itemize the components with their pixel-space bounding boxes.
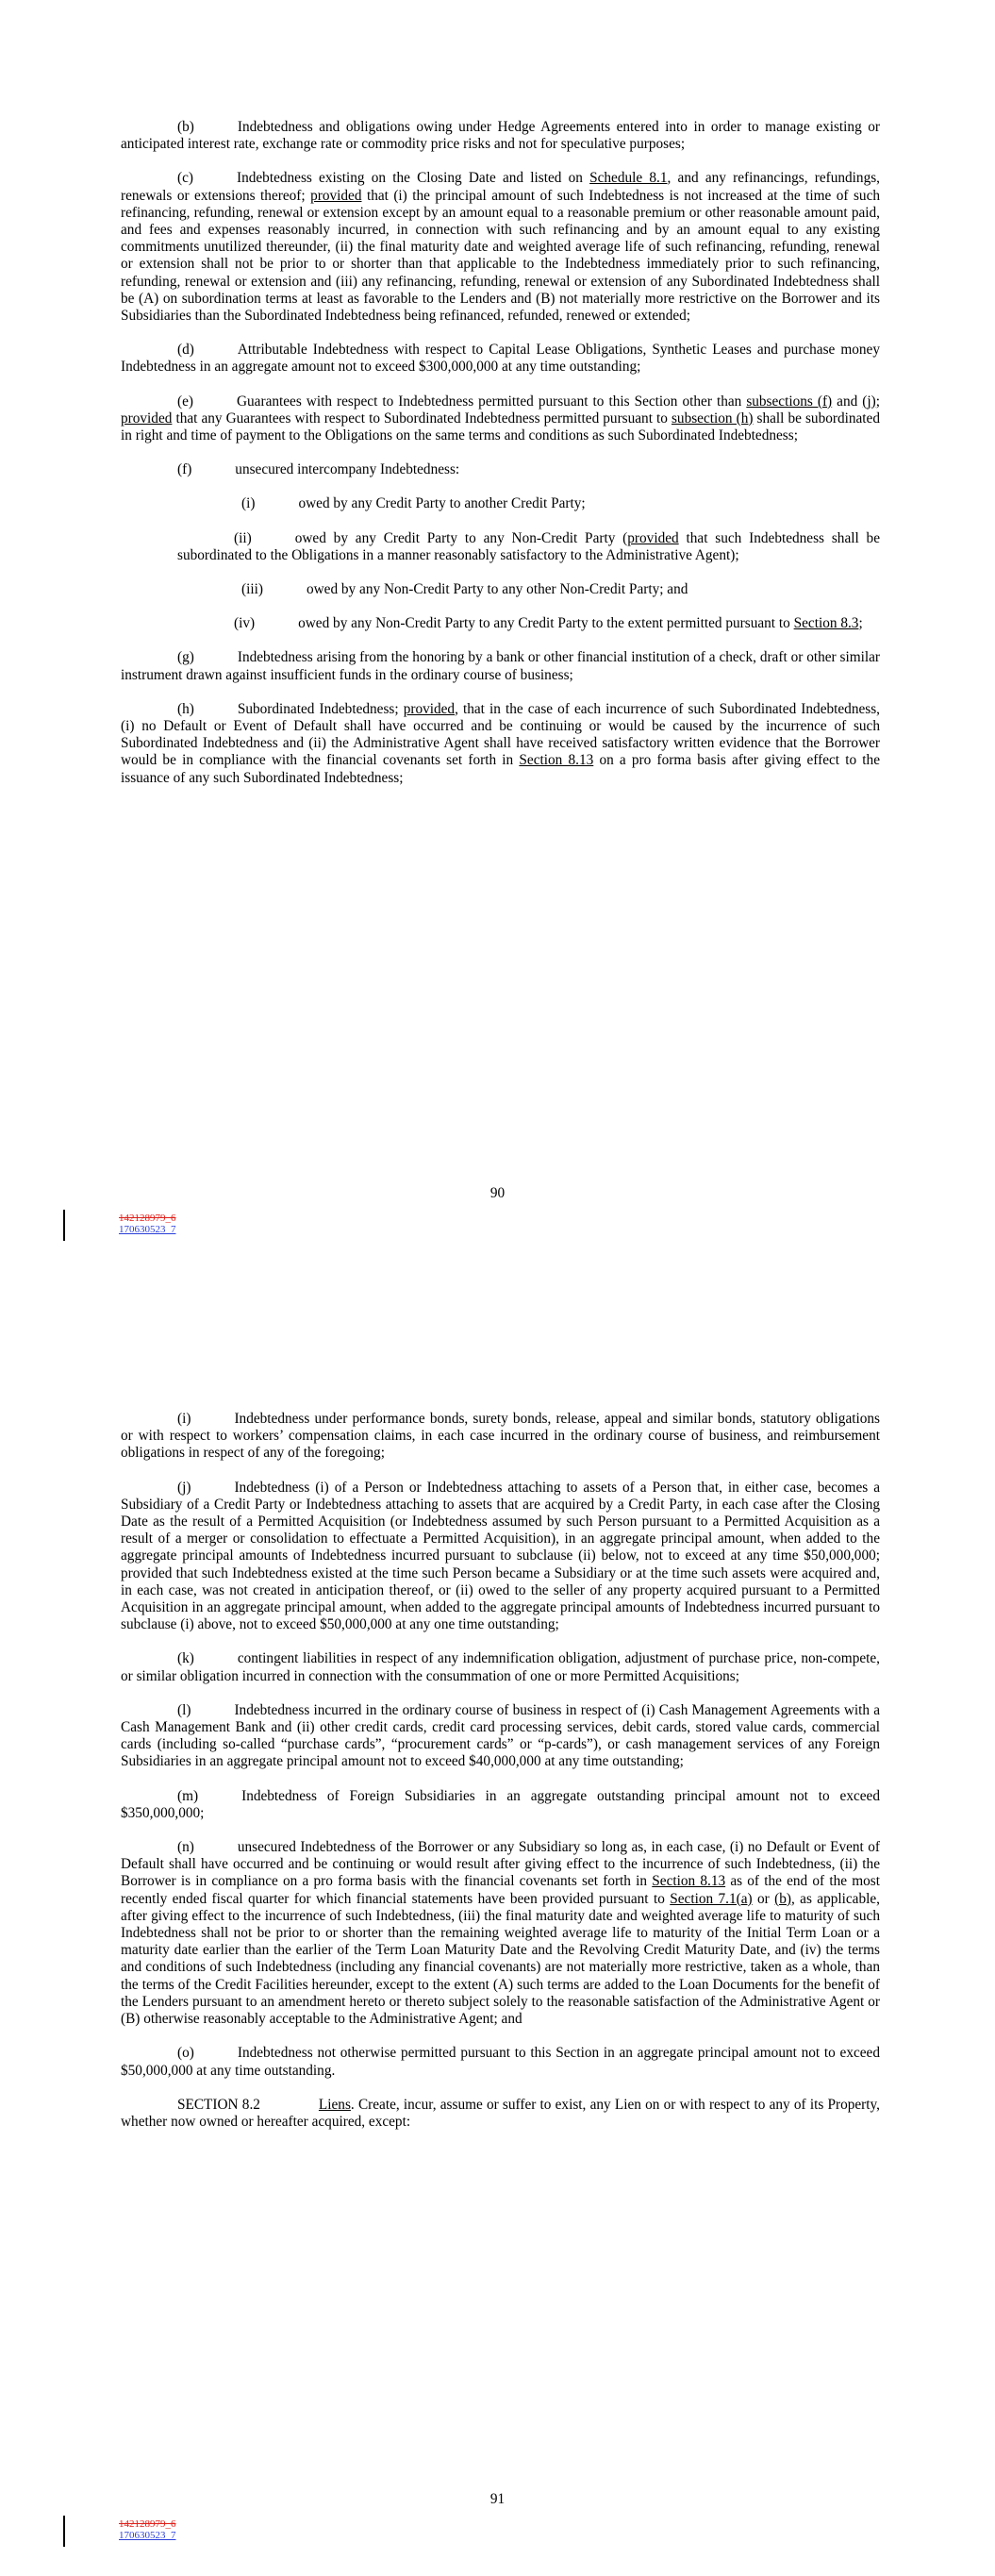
- change-bar: [63, 2516, 65, 2547]
- clause-h: (h) Subordinated Indebtedness; provided, that in the case of each incurrence of such Subordinated Indebtedness, (i) no Default or Event of Default shall have occurred and be continuing or would be caused by the incurrence of such Subordinated Indebtedness and (ii) the Administrative Agent shall have received satisfactory written evidence that the Borrower would be in compliance with the financial covenants set forth in Section 8.13 on a pro forma basis after giving effect to the issuance of any such Subordinated Indebtedness;: [121, 700, 880, 786]
- provided-term: provided: [403, 700, 456, 717]
- clause-j-text: Indebtedness (i) of a Person or Indebtedness attaching to assets of a Person that, in either case, becomes a Subsidiary of a Credit Party or Indebtedness attaching to assets that are acquired by a Credit Party, in each case after the Closing Date as the result of a Permitted Acquisition (or Indebtedness assumed by such Person pursuant to a Permitted Acquisition as a result of a merger or consolidation to effectuate a Permitted Acquisition), in an aggregate principal amount, when added to the aggregate principal amounts of Indebtedness incurred pursuant to subclause (ii) below, not to exceed at any time $50,000,000; provided that such Indebtedness existed at the time such Person became a Subsidiary or at the time such assets were acquired and, in each case, was not created in anticipation thereof, or (ii) owed to the seller of any property acquired pursuant to a Permitted Acquisition in an aggregate principal amount, when added to the aggregate principal amounts of Indebtedness incurred pursuant to subclause (i) above, not to exceed $50,000,000 at any one time outstanding;: [121, 1479, 880, 1633]
- clause-f-iv: (iv) owed by any Non-Credit Party to any Credit Party to the extent permitted pursuant to Section 8.3;: [234, 615, 863, 632]
- change-bar: [63, 1210, 65, 1241]
- clause-e-text-4: that any Guarantees with respect to Subordinated Indebtedness permitted pursuant to: [172, 410, 672, 427]
- section-7-1a-ref: Section 7.1(a): [670, 1890, 753, 1907]
- clause-i: (i) Indebtedness under performance bonds, surety bonds, release, appeal and similar bonds, statutory obligations or with respect to workers’ compensation claims, in each case incurred in the ordinary course of business, and reimbursement obligations in respect of any of the foregoing;: [121, 1411, 880, 1462]
- clause-l: (l) Indebtedness incurred in the ordinary course of business in respect of (i) Cash Management Agreements with a Cash Management Bank and (ii) other credit cards, credit card processing services, debit cards, stored value cards, commercial cards (including so-called “purchase cards”, “procurement cards” or “p-cards”), or cash management services of any Foreign Subsidiaries in an aggregate principal amount not to exceed $40,000,000 at any time outstanding;: [121, 1701, 880, 1770]
- section-8-3-ref: Section 8.3: [793, 615, 859, 632]
- page-number: 90: [489, 1185, 506, 1201]
- clause-d: (d) Attributable Indebtedness with respect to Capital Lease Obligations, Synthetic Leases and purchase money Indebtedness in an aggregate amount not to exceed $300,000,000 at any time outstanding;: [121, 342, 880, 376]
- clause-h-text-2: , that in the case of each incurrence of such Subordinated Indebtedness, (i) no Default or Event of Default shall have occurred and be continuing or would be caused by the incurrence of such Subordinated Indebtedness and (ii) the Administrative Agent shall have received satisfactory written evidence that the Borrower would be in compliance with the financial covenants set forth in: [121, 700, 880, 769]
- doc-id-deleted: 142128979_6: [119, 1213, 176, 1224]
- clause-f: (f) unsecured intercompany Indebtedness:: [177, 461, 460, 478]
- clause-f-iii: (iii) owed by any Non-Credit Party to any other Non-Credit Party; and: [241, 581, 688, 598]
- clause-f-text: unsecured intercompany Indebtedness:: [235, 461, 460, 478]
- clause-n: (n) unsecured Indebtedness of the Borrower or any Subsidiary so long as, in each case, (i) no Default or Event of Default shall have occurred and be continuing or would result after giving effect to the incurrence of such Indebtedness, (ii) the Borrower is in compliance on a pro forma basis with the financial covenants set forth in Section 8.13 as of the end of the most recently ended fiscal quarter for which financial statements have been provided pursuant to Section 7.1(a) or (b), as applicable, after giving effect to the incurrence of such Indebtedness, (iii) the final maturity date and weighted average life to maturity of such Indebtedness shall not be prior to or shorter than the remaining weighted average life to maturity of the Initial Term Loan or a maturity date earlier than the earlier of the Term Loan Maturity Date and the Revolving Credit Maturity Date, and (iv) the terms and conditions of such Indebtedness (including any financial covenants) are not materially more restrictive, taken as a whole, than the terms of the Credit Facilities hereunder, except to the extent (A) such terms are added to the Loan Documents for the benefit of the Lenders pursuant to an amendment hereto or thereto subject solely to the reasonable satisfaction of the Administrative Agent or (B) otherwise reasonably acceptable to the Administrative Agent; and: [121, 1839, 880, 2028]
- clause-e-text-2: and: [832, 393, 863, 410]
- doc-id-deleted: 142128979_6: [119, 2518, 176, 2530]
- section-7-1b-ref: (b): [774, 1890, 791, 1907]
- clause-g: (g) Indebtedness arising from the honoring by a bank or other financial institution of a check, draft or other similar instrument drawn against insufficient funds in the ordinary course of business;: [121, 649, 880, 683]
- clause-f-i-text: owed by any Credit Party to another Credit Party;: [298, 495, 586, 512]
- clause-e-text-3: ;: [875, 393, 880, 410]
- subsection-f-ref: subsections (f): [746, 393, 833, 410]
- clause-f-ii-text-2: that such Indebtedness shall be subordinated to the Obligations in a manner reasonably satisfactory to the Administrative Agent);: [177, 529, 880, 563]
- clause-l-text: Indebtedness incurred in the ordinary course of business in respect of (i) Cash Management Agreements with a Cash Management Bank and (ii) other credit cards, credit card processing services, debit cards, stored value cards, commercial cards (including so-called “purchase cards”, “procurement cards” or “p-cards”), or cash management services of any Foreign Subsidiaries in an aggregate principal amount not to exceed $40,000,000 at any time outstanding;: [121, 1701, 880, 1770]
- clause-n-text-3: or: [752, 1890, 775, 1907]
- provided-term: provided: [310, 187, 362, 204]
- doc-id-inserted: 170630523_7: [119, 2530, 176, 2541]
- clause-d-text: Attributable Indebtedness with respect to Capital Lease Obligations, Synthetic Leases and purchase money Indebtedness in an aggregate amount not to exceed $300,000,000 at any time outstanding;: [121, 342, 880, 376]
- clause-e-text-1: Guarantees with respect to Indebtedness permitted pursuant to this Section other than: [236, 393, 747, 410]
- schedule-8-1-ref: Schedule 8.1: [589, 170, 668, 187]
- clause-b-text: Indebtedness and obligations owing under Hedge Agreements entered into in order to manage existing or anticipated interest rate, exchange rate or commodity price risks and not for speculative purposes;: [121, 119, 880, 153]
- doc-id-inserted: 170630523_7: [119, 1224, 176, 1235]
- clause-h-text-3: on a pro forma basis after giving effect to the issuance of any such Subordinated Indebtedness;: [121, 752, 880, 786]
- clause-f-iv-text-2: ;: [858, 615, 863, 632]
- section-title: Liens: [318, 2096, 351, 2113]
- clause-f-iii-text: owed by any Non-Credit Party to any other Non-Credit Party; and: [306, 581, 688, 598]
- section-label: SECTION 8.2: [177, 2096, 260, 2113]
- clause-i-text: Indebtedness under performance bonds, surety bonds, release, appeal and similar bonds, statutory obligations or with respect to workers’ compensation claims, in each case incurred in the ordinary course of business, and reimbursement obligations in respect of any of the foregoing;: [121, 1411, 880, 1462]
- subsection-j-ref: (j): [862, 393, 876, 410]
- clause-k: (k) contingent liabilities in respect of any indemnification obligation, adjustment of purchase price, non-compete, or similar obligation incurred in connection with the consummation of one or more Permitted Acquisitions;: [121, 1650, 880, 1684]
- clause-j: (j) Indebtedness (i) of a Person or Indebtedness attaching to assets of a Person that, in either case, becomes a Subsidiary of a Credit Party or Indebtedness attaching to assets that are acquired by a Credit Party, in each case after the Closing Date as the result of a Permitted Acquisition (or Indebtedness assumed by such Person pursuant to a Permitted Acquisition as a result of a merger or consolidation to effectuate a Permitted Acquisition), in an aggregate principal amount, when added to the aggregate principal amounts of Indebtedness incurred pursuant to subclause (ii) below, not to exceed at any time $50,000,000; provided that such Indebtedness existed at the time such Person became a Subsidiary or at the time such assets were acquired and, in each case, was not created in anticipation thereof, or (ii) owed to the seller of any property acquired pursuant to a Permitted Acquisition in an aggregate principal amount, when added to the aggregate principal amounts of Indebtedness incurred pursuant to subclause (i) above, not to exceed $50,000,000 at any one time outstanding;: [121, 1479, 880, 1633]
- section-8-2-heading: [121, 2097, 880, 2131]
- clause-h-text-1: Subordinated Indebtedness;: [237, 700, 404, 717]
- clause-c-text-2: , and any refinancings, refundings, renewals or extensions thereof;: [121, 170, 881, 204]
- doc-id-block: [119, 2518, 176, 2541]
- clause-n-text-1: unsecured Indebtedness of the Borrower or any Subsidiary so long as, in each case, (i) no Default or Event of Default shall have occurred and be continuing or would result after giving effect to the incurrence of such Indebtedness, (ii) the Borrower is in compliance on a pro forma basis with the financial covenants set forth in: [121, 1839, 880, 1890]
- clause-e-text-5: shall be subordinated in right and time of payment to the Obligations on the same terms and conditions as such Subordinated Indebtedness;: [121, 410, 880, 444]
- clause-c-text-3: that (i) the principal amount of such Indebtedness is not increased at the time of such refinancing, refunding, renewal or extension except by an amount equal to a reasonable premium or other reasonable amount paid, and fees and expenses reasonably incurred, in connection with such refinancing and by an amount equal to any existing commitments unutilized thereunder, (ii) the final maturity date and weighted average life of such refinancing, refunding, renewal or extension shall not be prior to or shorter than that applicable to the Indebtedness immediately prior to such refinancing, refunding, renewal or extension and (iii) any refinancing, refunding, renewal or extension of any Subordinated Indebtedness shall be (A) on subordination terms at least as favorable to the Lenders and (B) not materially more restrictive on the Borrower and its Subsidiaries than the Subordinated Indebtedness being refinanced, refunded, renewed or extended;: [121, 187, 881, 325]
- clause-g-text: Indebtedness arising from the honoring by a bank or other financial institution of a check, draft or other similar instrument drawn against insufficient funds in the ordinary course of business;: [121, 649, 880, 683]
- clause-f-ii: (ii) owed by any Credit Party to any Non-Credit Party (provided that such Indebtedness shall be subordinated to the Obligations in a manner reasonably satisfactory to the Administrative Agent);: [177, 529, 880, 563]
- clause-e: (e) Guarantees with respect to Indebtedness permitted pursuant to this Section other than subsections (f) and (j); provided that any Guarantees with respect to Subordinated Indebtedness permitted pursuant to subsection (h) shall be subordinated in right and time of payment to the Obligations on the same terms and conditions as such Subordinated Indebtedness;: [121, 393, 880, 444]
- provided-term: provided: [627, 529, 679, 546]
- clause-f-iv-text-1: owed by any Non-Credit Party to any Credit Party to the extent permitted pursuant to: [298, 615, 794, 632]
- clause-m-text: Indebtedness of Foreign Subsidiaries in an aggregate outstanding principal amount not to exceed $350,000,000;: [121, 1787, 880, 1821]
- clause-f-i: (i) owed by any Credit Party to another Credit Party;: [241, 495, 586, 512]
- page-number: 91: [489, 2491, 506, 2507]
- clause-n-text-4: , as applicable, after giving effect to the incurrence of such Indebtedness, (iii) the final maturity date and weighted average life to maturity of such Indebtedness shall not be prior to or shorter than the remaining weighted average life to maturity of the Initial Term Loan or a maturity date earlier than the earlier of the Term Loan Maturity Date and the Revolving Credit Maturity Date, and (iv) the terms and conditions of such Indebtedness (including any financial covenants) are not materially more restrictive, taken as a whole, than the terms of the Credit Facilities hereunder, except to the extent (A) such terms are added to the Loan Documents for the benefit of the Lenders pursuant to an amendment hereto or thereto subject solely to the reasonable satisfaction of the Administrative Agent or (B) otherwise reasonably acceptable to the Administrative Agent; and: [121, 1890, 880, 2028]
- clause-o: (o) Indebtedness not otherwise permitted pursuant to this Section in an aggregate principal amount not to exceed $50,000,000 at any time outstanding.: [121, 2045, 880, 2079]
- provided-term: provided: [121, 410, 173, 427]
- subsection-h-ref: subsection (h): [671, 410, 754, 427]
- section-text: . Create, incur, assume or suffer to exist, any Lien on or with respect to any of its Property, whether now owned or hereafter acquired, except:: [121, 2096, 880, 2130]
- clause-b: (b) Indebtedness and obligations owing under Hedge Agreements entered into in order to manage existing or anticipated interest rate, exchange rate or commodity price risks and not for speculative purposes;: [121, 119, 880, 153]
- clause-c-text-1: Indebtedness existing on the Closing Date and listed on: [236, 170, 590, 187]
- clause-n-text-2: as of the end of the most recently ended fiscal quarter for which financial statements have been provided pursuant to: [121, 1873, 880, 1907]
- page-90-body: [121, 119, 880, 787]
- doc-id-block: [119, 1213, 176, 1235]
- section-8-13-ref: Section 8.13: [652, 1873, 726, 1890]
- clause-o-text: Indebtedness not otherwise permitted pursuant to this Section in an aggregate principal amount not to exceed $50,000,000 at any time outstanding.: [121, 2045, 880, 2079]
- page-91-body: [121, 1411, 880, 2131]
- clause-k-text: contingent liabilities in respect of any indemnification obligation, adjustment of purchase price, non-compete, or similar obligation incurred in connection with the consummation of one or more Permitted Acquisitions;: [121, 1650, 880, 1684]
- clause-c: (c) Indebtedness existing on the Closing Date and listed on Schedule 8.1, and any refinancings, refundings, renewals or extensions thereof; provided that (i) the principal amount of such Indebtedness is not increased at the time of such refinancing, refunding, renewal or extension except by an amount equal to a reasonable premium or other reasonable amount paid, and fees and expenses reasonably incurred, in connection with such refinancing and by an amount equal to any existing commitments unutilized thereunder, (ii) the final maturity date and weighted average life of such refinancing, refunding, renewal or extension shall not be prior to or shorter than that applicable to the Indebtedness immediately prior to such refinancing, refunding, renewal or extension and (iii) any refinancing, refunding, renewal or extension of any Subordinated Indebtedness shall be (A) on subordination terms at least as favorable to the Lenders and (B) not materially more restrictive on the Borrower and its Subsidiaries than the Subordinated Indebtedness being refinanced, refunded, renewed or extended;: [121, 170, 881, 325]
- section-8-13-ref: Section 8.13: [519, 752, 594, 769]
- clause-f-ii-text-1: owed by any Credit Party to any Non-Credit Party (: [294, 529, 628, 546]
- clause-m: (m) Indebtedness of Foreign Subsidiaries in an aggregate outstanding principal amount not to exceed $350,000,000;: [121, 1787, 880, 1821]
